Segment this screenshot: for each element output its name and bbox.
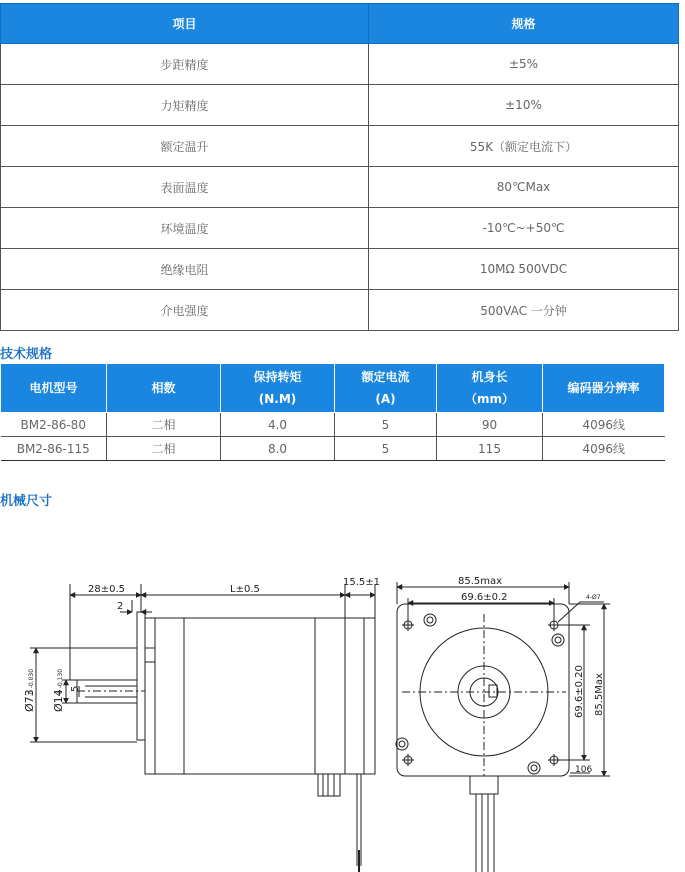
mech-section-title: 机械尺寸 xyxy=(0,494,53,509)
dim-height-spacing: 69.6±0.20 xyxy=(574,665,585,718)
table-row xyxy=(1,85,679,126)
dim-height-max: 85.5Max xyxy=(594,673,605,716)
cell-encoder: 4096线 xyxy=(543,437,665,461)
header-length-unit: （mm） xyxy=(464,392,514,406)
dim-boss: 2 xyxy=(117,601,124,612)
cell-model: BM2-86-115 xyxy=(1,437,107,461)
table-row xyxy=(1,437,665,461)
table-row xyxy=(1,208,679,249)
header-torque-unit: (N.M) xyxy=(258,392,297,406)
dim-rear: 15.5±1 xyxy=(343,577,381,588)
dim-shaft-length: 28±0.5 xyxy=(88,584,126,595)
dim-boss-tol: 0 -0.030 xyxy=(28,668,35,694)
header-model: 电机型号 xyxy=(1,364,107,413)
spec-item: 表面温度 xyxy=(1,167,369,208)
spec-value: ±5% xyxy=(369,44,679,85)
spec-table xyxy=(0,3,679,331)
side-view xyxy=(30,584,375,872)
dim-shaft-tol: 0 -0.130 xyxy=(57,668,64,694)
header-length xyxy=(437,364,543,413)
header-phase: 相数 xyxy=(107,364,221,413)
cell-current: 5 xyxy=(335,413,437,437)
header-current-label: 额定电流 xyxy=(361,370,410,384)
dim-width-max: 85.5max xyxy=(458,576,503,587)
spec-item: 力矩精度 xyxy=(1,85,369,126)
table-row xyxy=(1,290,679,331)
spec-header-item: 项目 xyxy=(1,4,369,44)
cell-length: 90 xyxy=(437,413,543,437)
spec-value: ±10% xyxy=(369,85,679,126)
table-row xyxy=(1,413,665,437)
dim-bottom: 106 xyxy=(575,765,593,775)
spec-item: 绝缘电阻 xyxy=(1,249,369,290)
table-row xyxy=(1,249,679,290)
front-view xyxy=(396,582,610,872)
spec-item: 环境温度 xyxy=(1,208,369,249)
dim-boss-dia: Ø73 xyxy=(23,689,36,712)
header-length-label: 机身长 xyxy=(471,370,508,384)
spec-header-spec: 规格 xyxy=(369,4,679,44)
cell-encoder: 4096线 xyxy=(543,413,665,437)
cell-phase: 二相 xyxy=(107,413,221,437)
mechanical-drawing xyxy=(0,560,685,872)
spec-value: 80℃Max xyxy=(369,167,679,208)
spec-item: 额定温升 xyxy=(1,126,369,167)
spec-item: 步距精度 xyxy=(1,44,369,85)
spec-value: 55K（额定电流下） xyxy=(369,126,679,167)
tech-table-header xyxy=(1,364,665,413)
dim-hole-spacing: 69.6±0.2 xyxy=(461,592,508,603)
cell-length: 115 xyxy=(437,437,543,461)
spec-value: -10℃~+50℃ xyxy=(369,208,679,249)
header-encoder: 编码器分辨率 xyxy=(543,364,665,413)
header-torque xyxy=(221,364,335,413)
spec-table-header xyxy=(1,4,679,44)
spec-item: 介电强度 xyxy=(1,290,369,331)
cell-current: 5 xyxy=(335,437,437,461)
table-row xyxy=(1,167,679,208)
header-current xyxy=(335,364,437,413)
dim-body-length: L±0.5 xyxy=(230,584,260,595)
cell-phase: 二相 xyxy=(107,437,221,461)
spec-value: 10MΩ 500VDC xyxy=(369,249,679,290)
tech-section-title: 技术规格 xyxy=(0,347,53,362)
spec-value: 500VAC 一分钟 xyxy=(369,290,679,331)
cell-torque: 4.0 xyxy=(221,413,335,437)
table-row xyxy=(1,44,679,85)
dim-shaft-dia: Ø14 xyxy=(52,689,65,712)
cell-torque: 8.0 xyxy=(221,437,335,461)
header-torque-label: 保持转矩 xyxy=(253,370,302,384)
table-row xyxy=(1,126,679,167)
header-current-unit: (A) xyxy=(375,392,396,406)
dim-flat: 5 xyxy=(70,685,81,692)
dim-hole: 4-Ø7 xyxy=(586,594,601,601)
tech-table xyxy=(0,363,665,461)
cell-model: BM2-86-80 xyxy=(1,413,107,437)
